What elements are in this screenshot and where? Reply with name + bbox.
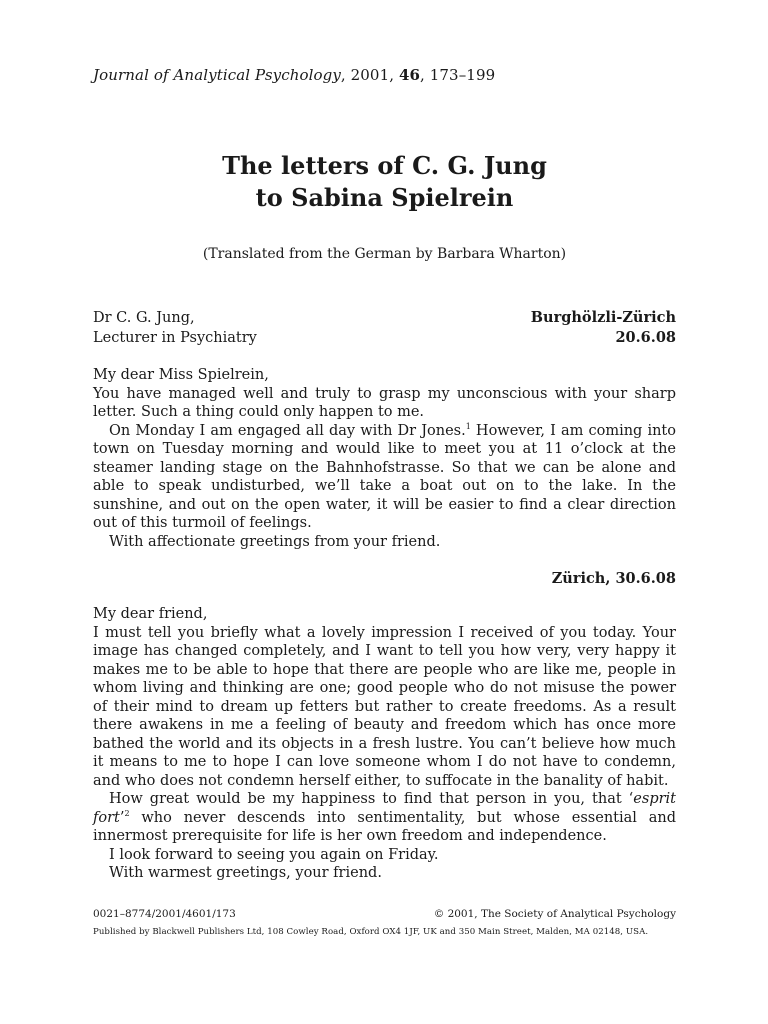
letter1-salutation: My dear Miss Spielrein, bbox=[93, 367, 269, 383]
letter2-salutation: My dear friend, bbox=[93, 606, 208, 622]
journal-pages: , 173–199 bbox=[420, 66, 496, 84]
title-line-2: to Sabina Spielrein bbox=[255, 183, 514, 212]
footnote-ref-2: 2 bbox=[124, 808, 130, 818]
article-title bbox=[93, 150, 676, 214]
footnote-ref-1: 1 bbox=[465, 421, 471, 431]
publisher-line: Published by Blackwell Publishers Ltd, 108 Cowley Road, Oxford OX4 1JF, UK and 350 Main Street, Malden, MA 02148, USA. bbox=[93, 927, 649, 937]
footer-line-1 bbox=[93, 908, 676, 920]
sender-title: Lecturer in Psychiatry bbox=[93, 330, 257, 346]
copyright-notice: © 2001, The Society of Analytical Psychology bbox=[433, 908, 676, 920]
letter1-paragraph-1: You have managed well and truly to grasp my unconscious with your sharp letter. Such a thing could only happen to me. bbox=[93, 385, 676, 420]
title-line-1: The letters of C. G. Jung bbox=[222, 151, 547, 180]
sender-name: Dr C. G. Jung, bbox=[93, 310, 195, 326]
letter2-paragraph-2: How great would be my happiness to find that person in you, that ‘esprit fort’$^2$ who never descends into sentimentality, but whose essential and innermost prerequisite for life is her own freedom and independence. bbox=[93, 791, 676, 844]
letter1-date: 20.6.08 bbox=[615, 329, 676, 346]
italic-phrase: esprit fort bbox=[93, 791, 676, 826]
letter2-paragraph-1: I must tell you briefly what a lovely impression I received of you today. Your image has changed completely, and I want to tell you how very, very happy it makes me to be able to hope that there are people who are like me, people in whom living and thinking are one; good people who do not misuse the power of their mind to dream up fetters but rather to create freedoms. As a result there awakens in me a feeling of beauty and freedom which has once more bathed the world and its objects in a fresh lustre. You can’t believe how much it means to me to hope I can love someone whom I do not have to condemn, and who does not condemn herself either, to suffocate in the banality of habit. bbox=[93, 624, 676, 789]
journal-name: Journal of Analytical Psychology bbox=[93, 66, 341, 84]
letter2-place-date: Zürich, 30.6.08 bbox=[551, 570, 676, 587]
letter1-closing: With affectionate greetings from your friend. bbox=[109, 533, 441, 550]
letter2-body bbox=[93, 605, 676, 883]
letter1-body bbox=[93, 366, 676, 551]
translator-note: (Translated from the German by Barbara Wharton) bbox=[202, 246, 567, 262]
journal-year: , 2001, bbox=[340, 66, 399, 84]
letter1-paragraph-2: On Monday I am engaged all day with Dr Jones.$^1$ However, I am coming into town on Tuesday morning and would like to meet you at 11 o’clock at the steamer landing stage on the Bahnhofstrasse. So that we can be alone and able to speak undisturbed, we’ll take a boat out on to the lake. In the sunshine, and out on the open water, it will be easier to find a clear direction out of this turmoil of feelings. bbox=[93, 421, 676, 531]
journal-volume: 46 bbox=[398, 66, 421, 84]
issn-code: 0021–8774/2001/4601/173 bbox=[93, 908, 236, 920]
letter2-paragraph-3: I look forward to seeing you again on Friday. bbox=[109, 846, 439, 863]
letter1-place: Burghölzli-Zürich bbox=[530, 309, 676, 326]
letter2-closing: With warmest greetings, your friend. bbox=[109, 865, 382, 881]
journal-citation bbox=[93, 66, 495, 84]
